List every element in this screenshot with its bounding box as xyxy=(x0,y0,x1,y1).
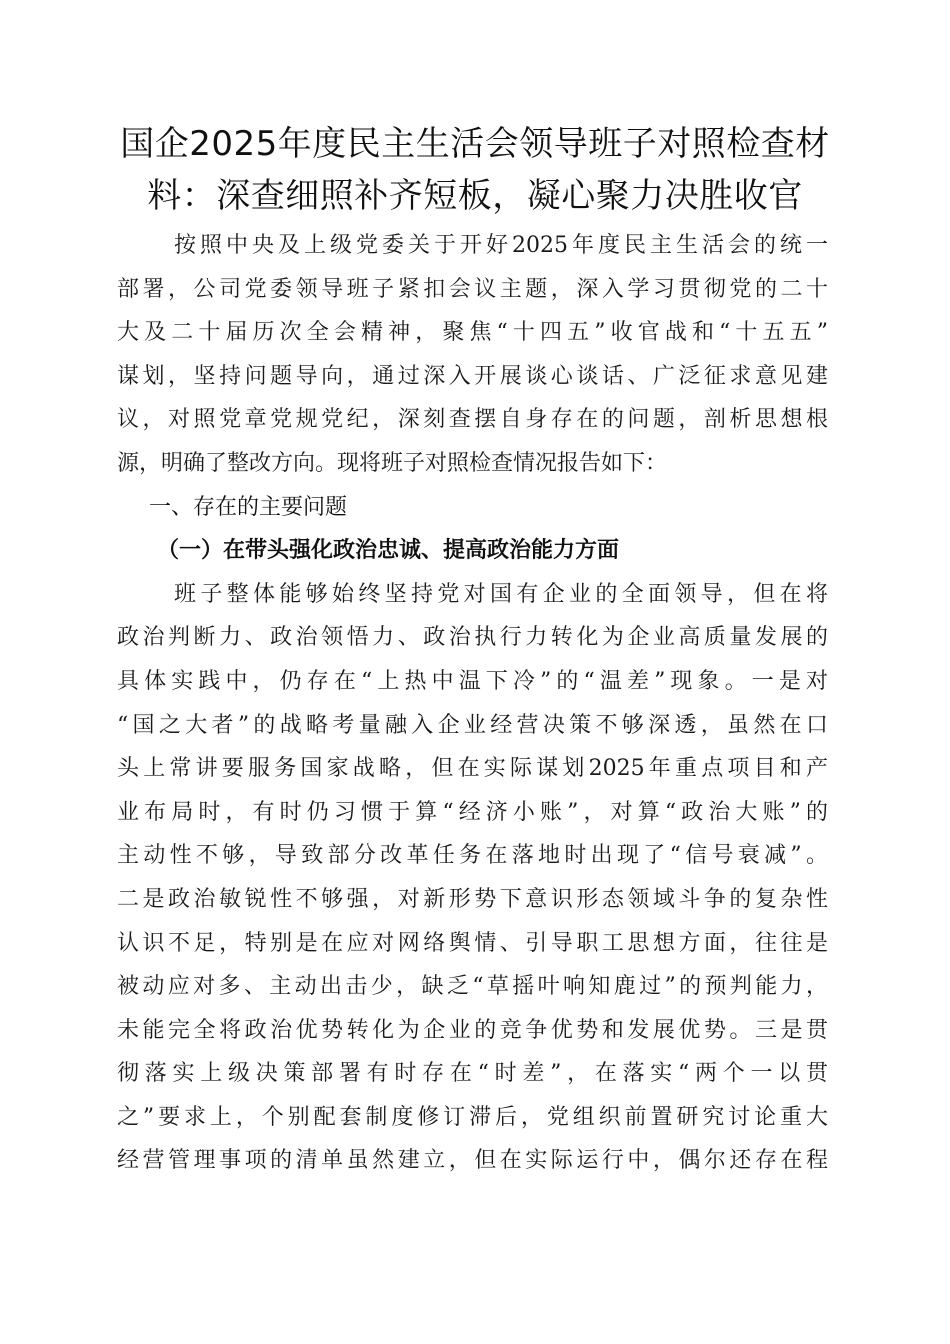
title-line-2: 料：深查细照补齐短板，凝心聚力决胜收官 xyxy=(147,176,803,216)
body-line: 经营管理事项的清单虽然建立，但在实际运行中，偶尔还存在程 xyxy=(117,1148,828,1174)
section-heading: 一、存在的主要问题 xyxy=(149,494,348,520)
body-line: 具体实践中，仍存在“上热中温下冷”的“温差”现象。一是对 xyxy=(117,668,828,694)
body-line: 彻落实上级决策部署有时存在“时差”，在落实“两个一以贯 xyxy=(117,1061,828,1087)
body-line: 班子整体能够始终坚持党对国有企业的全面领导，但在将 xyxy=(174,581,828,607)
body-line: 政治判断力、政治领悟力、政治执行力转化为企业高质量发展的 xyxy=(117,625,828,651)
body-line: 二是政治敏锐性不够强，对新形势下意识形态领域斗争的复杂性 xyxy=(117,886,828,912)
intro-line: 按照中央及上级党委关于开好2025年度民主生活会的统一 xyxy=(174,233,828,258)
title-line-1: 国企2025年度民主生活会领导班子对照检查材 xyxy=(120,124,830,164)
body-line: 头上常讲要服务国家战略，但在实际谋划2025年重点项目和产 xyxy=(117,756,828,782)
intro-line: 议，对照党章党规党纪，深刻查摆自身存在的问题，剖析思想根 xyxy=(117,407,828,433)
subsection-heading: （一）在带头强化政治忠诚、提高政治能力方面 xyxy=(157,538,620,564)
intro-line: 谋划，坚持问题导向，通过深入开展谈心谈话、广泛征求意见建 xyxy=(117,363,828,389)
body-line: 主动性不够，导致部分改革任务在落地时出现了“信号衰减”。 xyxy=(117,843,828,869)
intro-line: 大及二十届历次全会精神，聚焦“十四五”收官战和“十五五” xyxy=(117,320,828,346)
body-line: “国之大者”的战略考量融入企业经营决策不够深透，虽然在口 xyxy=(117,712,828,738)
intro-line: 源，明确了整改方向。现将班子对照检查情况报告如下： xyxy=(117,450,668,476)
body-line: 业布局时，有时仍习惯于算“经济小账”，对算“政治大账”的 xyxy=(117,799,828,825)
body-line: 未能完全将政治优势转化为企业的竞争优势和发展优势。三是贯 xyxy=(117,1017,828,1043)
body-line: 认识不足，特别是在应对网络舆情、引导职工思想方面，往往是 xyxy=(117,930,828,956)
intro-line: 部署，公司党委领导班子紧扣会议主题，深入学习贯彻党的二十 xyxy=(117,276,828,302)
document-body xyxy=(117,224,837,1183)
body-line: 之”要求上，个别配套制度修订滞后，党组织前置研究讨论重大 xyxy=(117,1104,828,1130)
body-line: 被动应对多、主动出击少，缺乏“草摇叶响知鹿过”的预判能力， xyxy=(117,974,828,1000)
document-title xyxy=(100,118,850,222)
